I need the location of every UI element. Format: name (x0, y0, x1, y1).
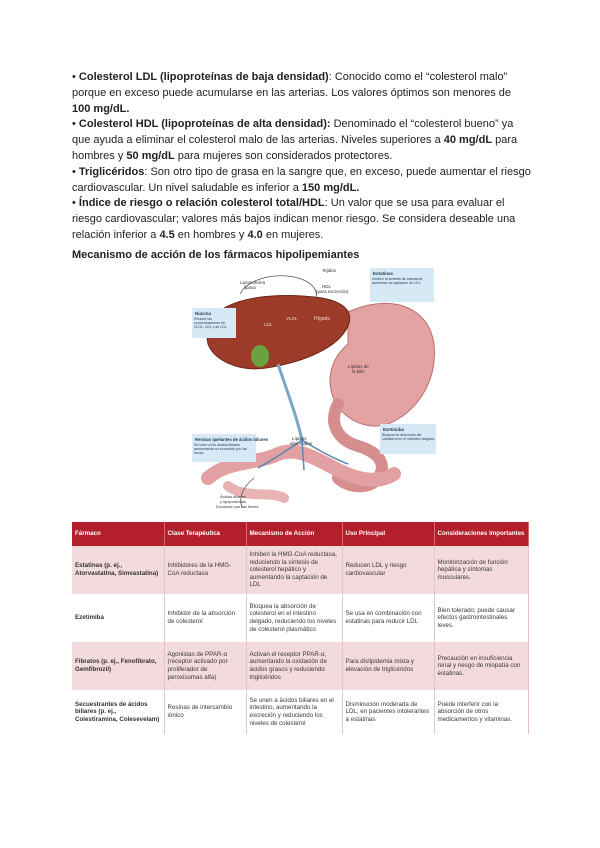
callout-niacina-title: Niacina (195, 311, 212, 316)
table-cell: Inhibidores de la HMG-CoA reductasa (164, 546, 246, 594)
bullet-text: en hombres y (174, 228, 248, 241)
table-cell: Precaución en insuficiencia renal y riesgo de miopatía con estatinas. (434, 642, 528, 690)
table-cell-drug: Estatinas (p. ej., Atorvastatina, Simvastatina) (72, 546, 164, 594)
bullet-ldl (72, 70, 532, 117)
anatomy-illustration (188, 264, 438, 514)
table-row (72, 594, 528, 642)
table-cell: Para dislipidemia mixta y elevación de triglicéridos (342, 642, 434, 690)
label-acidos-biliares-2: y lipoproteínas (220, 499, 247, 504)
table-row (72, 642, 528, 690)
table-cell: Agonistas de PPAR-α (receptor activado por proliferador de peroxisomas alfa) (164, 642, 246, 690)
table-cell: Inhiben la HMG-CoA reductasa, reduciendo la síntesis de colesterol hepático y aumentando la captación de LDL (246, 546, 342, 594)
label-tejidos: Tejidos (322, 268, 337, 273)
table-cell: Bien tolerado; puede causar efectos gastrointestinales leves. (434, 594, 528, 642)
bullet-mark: • (72, 71, 76, 83)
bullet-mark: • (72, 165, 76, 178)
bullet-mark: • (72, 197, 76, 210)
bullet-term: Índice de riesgo o relación colesterol total/HDL (78, 197, 325, 210)
bullet-text: para hombres y (72, 134, 518, 162)
table-cell: Se usa en combinación con estatinas para reducir LDL (342, 594, 434, 642)
bullet-value: 150 mg/dL. (301, 181, 360, 194)
bullet-text: : Conocido como el “colesterol malo” porque en exceso puede acumularse en las arterias. Los valores óptimos son menores de (72, 71, 512, 99)
bullet-text: : Son otro tipo de grasa en la sangre que, en exceso, puede aumentar el riesgo cardiovascular. Un nivel saludable es inferior a (72, 165, 531, 194)
col-header-consideraciones: Consideraciones Importantes (434, 522, 528, 546)
table-cell: Se unen a ácidos biliares en el intestino, aumentando la excreción y reduciendo los niveles de colesterol (246, 690, 342, 734)
table-cell: Monitorización de función hepática y síntomas musculares. (434, 546, 528, 594)
callout-ezetimiba-text-wrap (382, 433, 435, 453)
col-header-farmaco: Fármaco (72, 522, 164, 546)
callout-niacina-text: Reduce las concentraciones de VLDL, LDL y de LDL (194, 317, 227, 330)
table-row (72, 690, 528, 734)
bullet-term: Colesterol LDL (lipoproteínas de baja densidad) (78, 71, 329, 83)
bullet-text: Denominado el “colesterol bueno” ya que ayuda a eliminar el colesterol malo de las arterias. Niveles superiores a (72, 118, 514, 147)
label-lipidos-bilis: Lípidos de (348, 364, 369, 369)
bullet-list (72, 70, 532, 244)
table-cell-drug: Fibratos (p. ej., Fenofibrato, Gemfibrozil) (72, 642, 164, 690)
callout-estatinas-text-wrap (372, 277, 433, 301)
label-hdl-sub: (para excreción) (316, 289, 349, 294)
callout-resinas-title: Resinas quelantes de ácidos biliares (195, 437, 269, 442)
callout-resinas-text: Se unen a los ácidos biliares aumentando su excreción por las heces (194, 443, 247, 456)
table-cell: Resinas de intercambio iónico (164, 690, 246, 734)
callout-niacina-text-wrap (194, 317, 235, 337)
col-header-uso: Uso Principal (342, 522, 434, 546)
bullet-value: 40 mg/dL (443, 134, 493, 147)
callout-estatinas-title: Estatinas (373, 271, 394, 276)
bullet-text: en mujeres. (262, 228, 324, 241)
bullet-value: 4.0 (247, 228, 263, 241)
table-cell: Puede interferir con la absorción de otros medicamentos y vitaminas. (434, 690, 528, 734)
table-row (72, 546, 528, 594)
label-lipidos-absorbidos: Lípidos (292, 436, 307, 441)
bullet-value: 100 mg/dL. (72, 102, 130, 115)
drug-comparison-table (72, 522, 529, 734)
bullet-trigliceridos (72, 165, 532, 197)
callout-resinas-text-wrap (194, 443, 255, 461)
table-cell: Disminución moderada de LDL; en pacientes intolerantes a estatinas (342, 690, 434, 734)
label-acidos-biliares: Ácidos biliares (220, 494, 246, 499)
bullet-indice-riesgo (72, 196, 532, 243)
label-ldl: LDL (264, 322, 273, 327)
bullet-hdl (72, 117, 532, 164)
label-lipasa: lipasa (244, 285, 256, 290)
table-cell: Activan el receptor PPAR-α, aumentando la oxidación de ácidos grasos y reduciendo triglicéridos (246, 642, 342, 690)
bullet-value: 4.5 (159, 228, 175, 241)
bullet-text: : Un valor que se usa para evaluar el riesgo cardiovascular; valores más bajos indican menor riesgo. Se considera deseable una relación inferior a (72, 197, 516, 241)
bile-duct (278, 364, 302, 440)
section-heading: Mecanismo de acción de los fármacos hipolipemiantes (72, 249, 360, 261)
label-lipoproteina: Lipoproteína (240, 280, 266, 285)
callout-estatinas-text: Inhiben la síntesis de colesterol; aumentan la captación de LDL (372, 277, 424, 286)
label-vldl: VLDL (286, 316, 298, 321)
label-hdl: HDL (322, 284, 332, 289)
lipid-drug-mechanism-figure (188, 264, 438, 514)
callout-ezetimiba-text: Bloquea la absorción del colesterol en el intestino delgado (382, 433, 435, 442)
bullet-term: Triglicéridos (78, 165, 145, 178)
label-lipidos-absorbidos-2: absorbidos (290, 441, 313, 446)
bullet-term: Colesterol HDL (lipoproteínas de alta densidad): (78, 118, 331, 131)
table-cell: Reducen LDL y riesgo cardiovascular (342, 546, 434, 594)
table-cell: Inhibidor de la absorción de colesterol (164, 594, 246, 642)
table-cell-drug: Secuestrantes de ácidos biliares (p. ej., Colestiramina, Colesevelam) (72, 690, 164, 734)
label-higado: Hígado (314, 316, 331, 322)
table-header-row (72, 522, 528, 546)
col-header-clase: Clase Terapéutica (164, 522, 246, 546)
callout-ezetimiba-title: Ezetimiba (383, 427, 405, 432)
label-excrecion: Excreción por las heces (216, 504, 259, 509)
bullet-text: para mujeres son considerados protectores. (174, 149, 393, 162)
bullet-mark: • (72, 118, 76, 131)
bullet-value: 50 mg/dL (126, 149, 175, 162)
table-cell: Bloquea la absorción de colesterol en el intestino delgado, reduciendo los niveles de colesterol plasmático (246, 594, 342, 642)
col-header-mecanismo: Mecanismo de Acción (246, 522, 342, 546)
table-cell-drug: Ezetimiba (72, 594, 164, 642)
label-lipidos-bilis-2: la bilis (352, 369, 365, 374)
gallbladder-shape (251, 345, 269, 367)
